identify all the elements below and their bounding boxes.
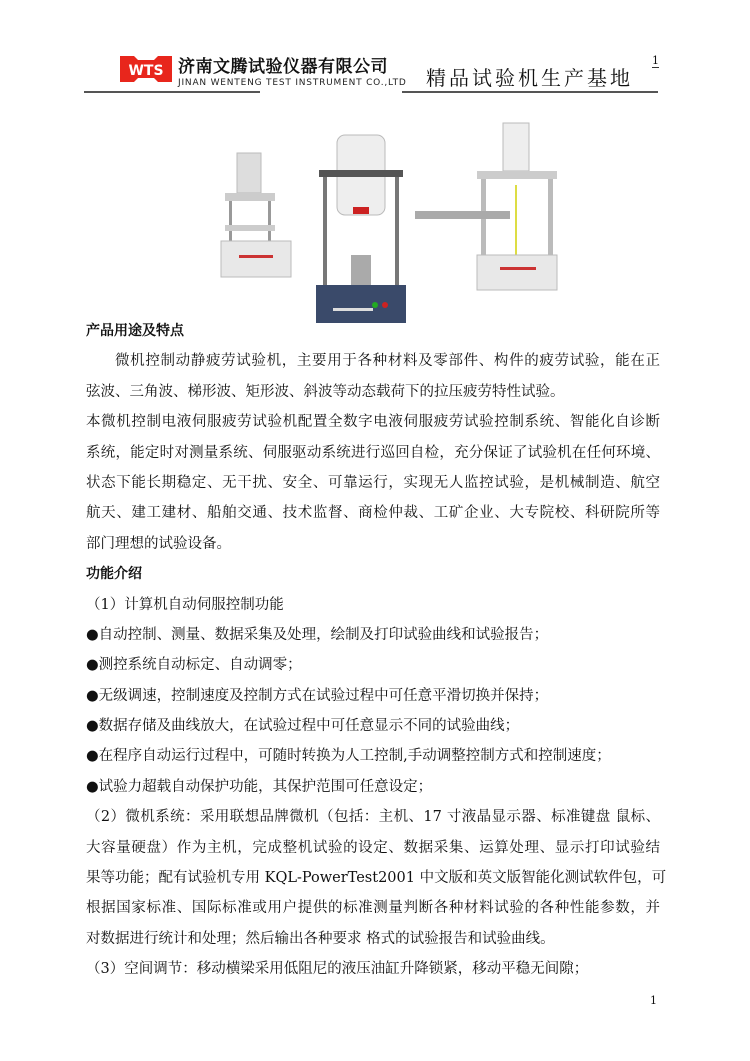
footer-page-number: 1	[650, 994, 657, 1007]
text-line: 根据国家标准、国际标准或用户提供的标准测量判断各种材料试验的各种性能参数，并	[86, 900, 660, 917]
section-heading: 产品用途及特点	[86, 323, 184, 339]
header-page-number: 1	[652, 54, 659, 67]
header-rule	[84, 91, 260, 93]
header-rule	[402, 91, 658, 93]
text-line: 对数据进行统计和处理；然后输出各种要求 格式的试验报告和试验曲线。	[86, 930, 555, 947]
text-line: ●测控系统自动标定、自动调零；	[86, 657, 302, 674]
text-line: ●自动控制、测量、数据采集及处理，绘制及打印试验曲线和试验报告；	[86, 626, 549, 643]
text-line: 大容量硬盘）作为主机，完成整机试验的设定、数据采集、运算处理、显示打印试验结	[86, 839, 660, 856]
text-line: 果等功能；配有试验机专用 KQL-PowerTest2001 中文版和英文版智能化测试软件包，可	[86, 870, 667, 887]
document-body	[86, 316, 667, 985]
text-line: 部门理想的试验设备。	[86, 535, 231, 552]
machine-small	[221, 153, 291, 277]
text-line: （3）空间调节：移动横梁采用低阻尼的液压油缸升降锁紧，移动平稳无间隙；	[86, 961, 589, 978]
machine-right	[415, 123, 557, 290]
company-name-cn: 济南文腾试验仪器有限公司	[178, 57, 388, 77]
tagline: 精品试验机生产基地	[426, 66, 633, 90]
text-line: （2）微机系统：采用联想品牌微机（包括：主机、17 寸液晶显示器、标准键盘 鼠标、	[86, 809, 660, 826]
text-line: 系统，能定时对测量系统、伺服驱动系统进行巡回自检，充分保证了试验机在任何环境、	[86, 444, 660, 461]
text-line: （1）计算机自动伺服控制功能	[86, 596, 284, 613]
machine-center	[316, 135, 406, 323]
company-name-en: JINAN WENTENG TEST INSTRUMENT CO.,LTD	[178, 78, 407, 88]
text-line: 航天、建工建材、船舶交通、技术监督、商检仲裁、工矿企业、大专院校、科研院所等	[86, 505, 660, 522]
text-line: 本微机控制电液伺服疲劳试验机配置全数字电液伺服疲劳试验控制系统、智能化自诊断	[86, 414, 660, 431]
section-heading: 功能介绍	[86, 566, 142, 583]
text-line: 微机控制动静疲劳试验机，主要用于各种材料及零部件、构件的疲劳试验，能在正	[115, 353, 660, 370]
text-line: 状态下能长期稳定、无干扰、安全、可靠运行，实现无人监控试验，是机械制造、航空	[86, 474, 660, 491]
text-line: ●无级调速，控制速度及控制方式在试验过程中可任意平滑切换并保持；	[86, 687, 549, 704]
svg-text:WTS: WTS	[128, 63, 164, 79]
wts-logo	[118, 52, 174, 86]
text-line: ●在程序自动运行过程中，可随时转换为人工控制,手动调整控制方式和控制速度；	[86, 748, 611, 765]
text-line: ●试验力超载自动保护功能，其保护范围可任意设定；	[86, 778, 433, 795]
text-line: ●数据存储及曲线放大，在试验过程中可任意显示不同的试验曲线；	[86, 718, 520, 735]
product-photos	[215, 115, 565, 330]
text-line: 弦波、三角波、梯形波、矩形波、斜波等动态载荷下的拉压疲劳特性试验。	[86, 383, 565, 400]
